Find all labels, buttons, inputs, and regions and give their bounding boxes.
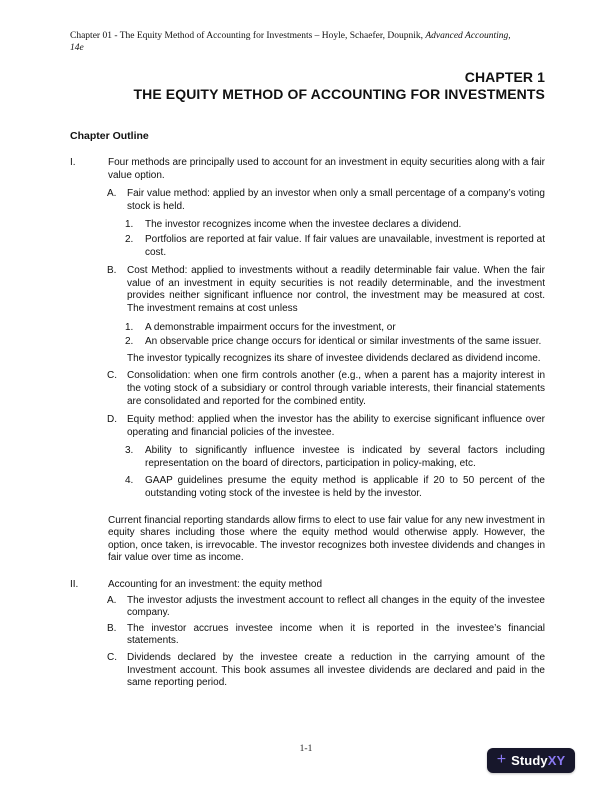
chapter-number: CHAPTER 1 bbox=[464, 69, 545, 85]
outline-item-text: The investor accrues investee income when it is reported in the investee’s financial statements. bbox=[127, 622, 545, 647]
outline-item-label: 4. bbox=[125, 475, 134, 487]
outline-item-label: B. bbox=[107, 622, 117, 634]
outline-item-text: Fair value method: applied by an investor when only a small percentage of a company’s voting stock is held. bbox=[127, 188, 545, 212]
outline-item-text: Four methods are principally used to account for an investment in equity securities along with a fair value option. bbox=[108, 157, 545, 181]
outline-item-text: Cost Method: applied to investments without a readily determinable fair value. When the fair value of an investment in equity securities is not readily determinable, and the investment provides neither significant influence nor control, the investment may be measured at cost. The investment remains at cost unless bbox=[127, 265, 545, 314]
outline-item bbox=[70, 475, 545, 500]
outline-item-text: The investor typically recognizes its share of investee dividends declared as dividend income. bbox=[127, 352, 541, 364]
outline-item-label: A. bbox=[107, 188, 117, 200]
outline-item bbox=[70, 370, 545, 408]
outline-item bbox=[70, 445, 545, 470]
header-book-title: Advanced Accounting, bbox=[425, 31, 511, 41]
outline-item-label: 2. bbox=[125, 336, 134, 348]
outline-item-label: I. bbox=[70, 157, 76, 168]
header-edition: 14e bbox=[70, 43, 84, 53]
outline-item-label: II. bbox=[70, 579, 79, 591]
outline-item-label: 2. bbox=[125, 233, 134, 245]
outline-item-label: 1. bbox=[125, 219, 134, 231]
outline-item bbox=[70, 414, 545, 439]
outline-item-label: D. bbox=[107, 414, 117, 426]
outline-item-text: Portfolios are reported at fair value. If fair values are unavailable, investment is reported at cost. bbox=[145, 233, 545, 258]
outline-item bbox=[70, 623, 545, 648]
outline-item-label: B. bbox=[107, 265, 117, 277]
outline-item-text: The investor adjusts the investment account to reflect all changes in the equity of the investee company. bbox=[127, 594, 545, 619]
studyxy-brand-badge[interactable] bbox=[487, 748, 575, 773]
outline-item-text: Accounting for an investment: the equity method bbox=[108, 579, 323, 591]
outline-item-text: Ability to significantly influence investee is indicated by several factors including representation on the board of directors, participation in policy-making, etc. bbox=[145, 445, 545, 469]
brand-name-accent: XY bbox=[547, 753, 566, 768]
outline-item bbox=[70, 652, 545, 690]
outline-item bbox=[70, 234, 545, 259]
outline-item-label: 3. bbox=[125, 445, 134, 457]
page-number: 1-1 bbox=[299, 744, 313, 754]
outline-item-text: Dividends declared by the investee create a reduction in the carrying amount of the Investment account. This book assumes all investee dividends are declared and paid in the same reporting period. bbox=[127, 652, 545, 689]
outline-item-text: Consolidation: when one firm controls another (e.g., when a parent has a majority interest in the voting stock of a subsidiary or control through variable interests, their financial statements are consolidated and reported for the combined entity. bbox=[127, 370, 545, 407]
outline-item-label: 1. bbox=[125, 321, 134, 333]
outline-item bbox=[70, 188, 545, 213]
outline-item bbox=[70, 265, 545, 315]
outline-item-text: The investor recognizes income when the investee declares a dividend. bbox=[145, 219, 462, 231]
document-header bbox=[70, 30, 545, 54]
outline-item bbox=[70, 219, 545, 232]
outline-item-text: A demonstrable impairment occurs for the investment, or bbox=[145, 321, 396, 333]
chapter-title-block bbox=[70, 69, 545, 102]
header-course-info: Chapter 01 - The Equity Method of Accounting for Investments – Hoyle, Schaefer, Doupnik, bbox=[70, 31, 426, 41]
outline-item bbox=[70, 336, 545, 349]
outline-item bbox=[70, 579, 545, 592]
outline-item bbox=[70, 157, 545, 182]
chapter-title: THE EQUITY METHOD OF ACCOUNTING FOR INVESTMENTS bbox=[133, 85, 545, 102]
plus-icon: + bbox=[496, 751, 507, 768]
outline-paragraph bbox=[70, 353, 545, 366]
outline-item bbox=[70, 595, 545, 620]
outline-item bbox=[70, 322, 545, 335]
chapter-outline bbox=[70, 157, 545, 690]
outline-heading: Chapter Outline bbox=[70, 130, 149, 142]
outline-item-text: Current financial reporting standards allow firms to elect to use fair value for any new investment in equity shares including those where the equity method would otherwise apply. However, the option, once taken, is irrevocable. The investor recognizes both investee dividends and changes in fair value over time as income. bbox=[108, 514, 545, 564]
outline-item-label: A. bbox=[107, 594, 117, 606]
outline-item-text: GAAP guidelines presume the equity method is applicable if 20 to 50 percent of the outstanding voting stock of the investee is held by the investor. bbox=[145, 475, 545, 500]
outline-item-label: C. bbox=[107, 652, 117, 663]
outline-item-text: Equity method: applied when the investor has the ability to exercise significant influence over operating and financial policies of the investee. bbox=[127, 414, 545, 438]
outline-paragraph bbox=[70, 515, 545, 565]
brand-name bbox=[511, 753, 565, 768]
outline-item-label: C. bbox=[107, 370, 117, 382]
outline-item-text: An observable price change occurs for identical or similar investments of the same issuer. bbox=[145, 336, 542, 348]
brand-name-primary: Study bbox=[511, 753, 548, 768]
